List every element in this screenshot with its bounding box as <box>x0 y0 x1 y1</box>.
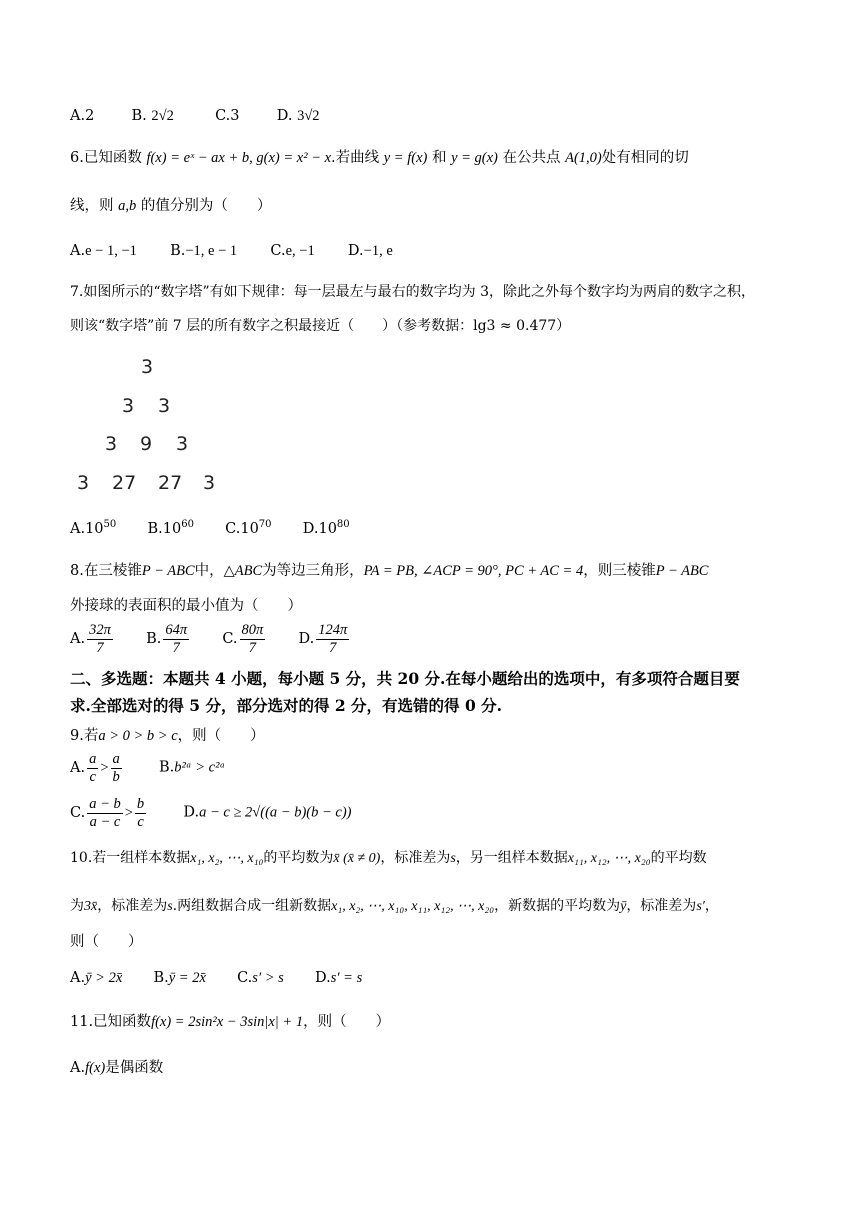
q9-tail: ，则（ ） <box>177 728 265 744</box>
q10-lead: 10.若一组样本数据 <box>70 850 191 866</box>
q8-pabc-2: P − ABC <box>655 563 709 579</box>
q11-option-a <box>70 1060 163 1077</box>
q7-option-b: $B.10^{60}$ <box>147 519 194 537</box>
q7-stem-line1 <box>70 284 755 301</box>
q8-lead: 8.在三棱锥 <box>70 563 142 579</box>
q10-option-d-label: D. <box>315 970 331 986</box>
tower-cell: 9 <box>140 433 153 455</box>
q9-option-d: D.a − c ≥ 2√((a − b)(b − c)) <box>183 804 352 821</box>
q7-line1: 7.如图所示的“数字塔”有如下规律：每一层最左与最右的数字均为 3，除此之外每个数字均为两肩的数字之积， <box>70 284 756 300</box>
q10-line2-c: .两组数据合成一组新数据 <box>172 898 332 914</box>
q7-line2: 则该“数字塔”前 7 层的所有数字之积最接近（ ）（参考数据：lg3 ≈ 0.477） <box>70 318 571 334</box>
q6-and: 和 <box>431 150 447 166</box>
q8-option-b: B. $\frac{64\pi}{7}$ <box>146 622 188 656</box>
q6-formula: f(x) = eˣ − ax + b, g(x) = x² − x <box>146 150 332 166</box>
q10-stem-line2 <box>70 898 719 916</box>
q10-option-a-value: ȳ > 2x̄ <box>85 970 123 986</box>
q6-end: 处有相同的切 <box>601 150 689 166</box>
tower-cell: 3 <box>141 356 154 378</box>
q6-stem-line2 <box>70 198 271 215</box>
q6-option-b-value: −1, e − 1 <box>185 243 238 259</box>
q6-stem-line1 <box>70 150 689 167</box>
q9-stem <box>70 728 265 745</box>
q6-option-c-value: e, −1 <box>285 243 315 259</box>
q8-text-d: ，则三棱锥 <box>583 563 656 579</box>
q10-mean2: 3x̄ <box>84 899 98 914</box>
tower-cell: 3 <box>105 433 118 455</box>
q5-option-b-value: 2√2 <box>151 108 174 124</box>
q8-pabc: P − ABC <box>141 563 195 579</box>
q10-line3: 则（ ） <box>70 934 143 950</box>
q8-stem-line1 <box>70 563 708 580</box>
q10-s-2: s <box>167 899 173 914</box>
q8-option-c: C. $\frac{80\pi}{7}$ <box>222 622 264 656</box>
q6-option-d-label: D. <box>347 243 364 259</box>
section-2-heading-line2 <box>70 697 502 716</box>
q6-point: A(1,0) <box>565 150 602 166</box>
q7-option-d: $D.10^{80}$ <box>302 519 350 537</box>
q11-option-a-expr: f(x) <box>85 1060 106 1076</box>
q10-stem-line3 <box>70 934 143 951</box>
q10-options <box>70 970 362 987</box>
q6-lead: 6.已知函数 <box>70 150 142 166</box>
q6-curve2: y = g(x) <box>451 150 498 166</box>
q9-option-c: C. $\frac{a - b}{a - c}$ > $\frac{b}{c}$ <box>70 796 145 830</box>
q6-option-a-label: A. <box>70 243 86 259</box>
tower-cell: 3 <box>203 472 216 494</box>
q11-formula: f(x) = 2sin²x − 3sin|x| + 1 <box>151 1014 304 1030</box>
q8-line2: 外接球的表面积的最小值为（ ） <box>70 598 302 614</box>
q10-text-c: ，标准差为 <box>380 850 451 866</box>
q10-text-b: 的平均数为 <box>263 850 334 866</box>
q5-option-b-label: B. <box>131 108 147 124</box>
q10-option-b-label: B. <box>153 970 169 986</box>
q6-line2-end: 的值分别为（ ） <box>140 198 272 214</box>
q11-stem <box>70 1014 390 1031</box>
q10-option-c-label: C. <box>237 970 253 986</box>
q10-text-d: ，另一组样本数据 <box>455 850 568 866</box>
q10-data2: x₁₁, x₁₂, ⋯, x₂₀ <box>567 851 651 866</box>
q8-text-b: 中， <box>194 563 224 579</box>
q5-option-d-label: D. <box>276 108 293 124</box>
q5-option-c: C.3 <box>215 108 240 124</box>
q10-ybar: ȳ <box>620 899 627 914</box>
q10-mean1: x̄ (x̄ ≠ 0) <box>333 851 381 866</box>
q8-options <box>70 622 351 656</box>
section-2-heading-line1 <box>70 670 740 689</box>
q6-curve1: y = f(x) <box>383 150 428 166</box>
q7-option-c: $C.10^{70}$ <box>225 519 272 537</box>
q10-option-c-value: s′ > s <box>252 970 284 986</box>
q7-option-a: $A.10^{50}$ <box>70 519 117 537</box>
q10-line2-d: ，新数据的平均数为 <box>494 898 621 914</box>
q9-option-a: A. $\frac{a}{c}$ > $\frac{a}{b}$ <box>70 751 120 785</box>
q8-conditions: PA = PB, ∠ACP = 90°, PC + AC = 4 <box>363 563 584 579</box>
q11-lead: 11.已知函数 <box>70 1014 152 1030</box>
q10-stem-line1 <box>70 850 707 868</box>
q11-option-a-label: A. <box>70 1060 86 1076</box>
section-2-line2: 求.全部选对的得 5 分，部分选对的得 2 分，有选错的得 0 分. <box>70 696 503 715</box>
q10-line2-b: ，标准差为 <box>97 898 168 914</box>
q10-data3: x₁, x₂, ⋯, x₁₀, x₁₁, x₁₂, ⋯, x₂₀ <box>331 899 495 914</box>
tower-cell: 27 <box>112 472 137 494</box>
q6-mid: .若曲线 <box>331 150 380 166</box>
q9-option-b: B.b²ᵃ > c²ᵃ <box>159 759 226 776</box>
q8-option-d: D. $\frac{124\pi}{7}$ <box>298 622 348 656</box>
q7-options <box>70 519 350 538</box>
q10-line2-e: ，标准差为 <box>626 898 697 914</box>
q10-line2-a: 为 <box>70 898 84 914</box>
q9-options-row1 <box>70 751 225 785</box>
q6-option-b-label: B. <box>170 243 186 259</box>
q11-option-a-text: 是偶函数 <box>105 1060 164 1076</box>
q8-option-a: A. $\frac{32\pi}{7}$ <box>70 622 111 656</box>
q6-option-d-value: −1, e <box>363 243 393 259</box>
tower-cell: 3 <box>176 433 189 455</box>
q10-sprime: s′ <box>696 899 705 914</box>
q7-stem-line2 <box>70 318 570 335</box>
tower-cell: 3 <box>77 472 90 494</box>
q8-triangle: △ABC <box>223 563 263 579</box>
q10-data1: x₁, x₂, ⋯, x₁₀ <box>190 851 264 866</box>
q10-option-b-value: ȳ = 2x̄ <box>168 970 206 986</box>
q10-text-e: 的平均数 <box>650 850 707 866</box>
q6-option-c-label: C. <box>270 243 286 259</box>
q10-s: s <box>450 851 456 866</box>
q6-tail: 在公共点 <box>502 150 561 166</box>
q10-option-a-label: A. <box>70 970 86 986</box>
q5-options <box>70 108 320 125</box>
q5-option-a: A.2 <box>70 108 95 124</box>
q6-options <box>70 243 393 260</box>
tower-cell: 27 <box>158 472 183 494</box>
q8-stem-line2 <box>70 598 302 615</box>
section-2-line1: 二、多选题：本题共 4 小题，每小题 5 分，共 20 分.在每小题给出的选项中，有多项符合题目要 <box>70 669 740 688</box>
tower-cell: 3 <box>122 395 135 417</box>
q6-option-a-value: e − 1, −1 <box>85 243 137 259</box>
q10-option-d-value: s′ = s <box>330 970 363 986</box>
q9-lead: 9.若 <box>70 728 99 744</box>
q11-tail: ，则（ ） <box>303 1014 391 1030</box>
q6-line2-text: 线，则 <box>70 198 114 214</box>
tower-cell: 3 <box>158 395 171 417</box>
q6-vars: a,b <box>118 198 137 214</box>
q10-line2-f: ， <box>704 898 719 914</box>
q8-text-c: 为等边三角形， <box>262 563 364 579</box>
q5-option-d-value: 3√2 <box>297 108 320 124</box>
q9-options-row2 <box>70 796 351 830</box>
q9-condition: a > 0 > b > c <box>98 728 178 744</box>
